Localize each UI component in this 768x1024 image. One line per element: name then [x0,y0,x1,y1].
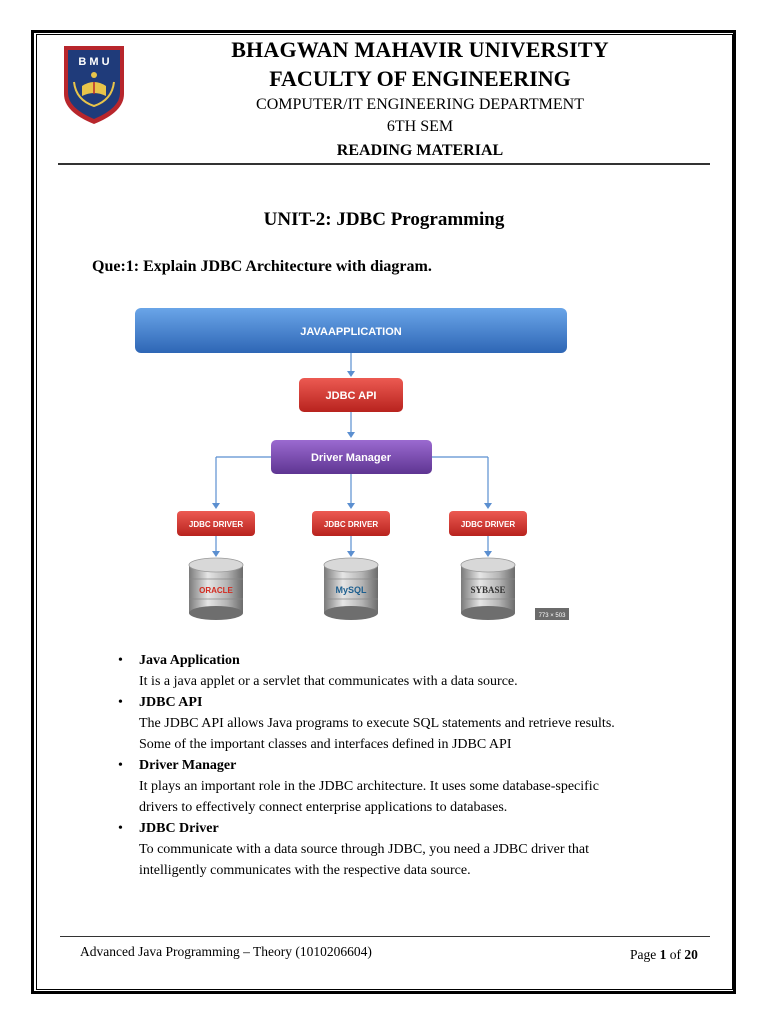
item-text: intelligently communicates with the respective data source. [139,863,471,878]
faculty-name: FACULTY OF ENGINEERING [269,66,571,91]
page-current: 1 [659,947,667,962]
item-text: It is a java applet or a servlet that communicates with a data source. [139,674,518,689]
item-text: To communicate with a data source through JDBC, you need a JDBC driver that [139,842,590,857]
image-size-badge-label: 773 × 503 [538,613,566,619]
definition-list [118,650,698,881]
list-item [118,755,698,818]
header-divider [58,163,710,165]
jdbc-architecture-diagram [130,303,570,623]
footer-divider [60,936,710,937]
jdbc-driver-label-1: JDBC DRIVER [188,520,244,529]
question-heading: Que:1: Explain JDBC Architecture with diagram. [92,258,432,275]
list-item [118,650,698,692]
bullet-icon: • [118,758,123,773]
database-sybase-label: SYBASE [470,585,506,595]
bullet-icon: • [118,695,123,710]
page-number [630,947,698,963]
item-text: It plays an important role in the JDBC architecture. It uses some database-specific [139,779,599,794]
java-application-label: JAVAAPPLICATION [300,326,402,338]
list-item [118,818,698,881]
university-name: BHAGWAN MAHAVIR UNIVERSITY [231,37,609,62]
bullet-icon: • [118,821,123,836]
database-oracle-label: ORACLE [199,586,233,595]
driver-manager-label: Driver Manager [310,452,392,464]
item-title: JDBC API [139,695,203,710]
item-title: Java Application [139,653,240,668]
department-name: COMPUTER/IT ENGINEERING DEPARTMENT [256,96,584,113]
course-name: Advanced Java Programming – Theory (1010206604) [80,944,372,959]
database-mysql-label: MySQL [335,585,367,595]
item-title: JDBC Driver [139,821,219,836]
jdbc-driver-label-2: JDBC DRIVER [323,520,379,529]
page-total: 20 [684,947,698,962]
list-item [118,692,698,755]
jdbc-api-label: JDBC API [325,390,377,402]
logo-text: B M U [78,56,110,68]
bullet-icon: • [118,653,123,668]
item-text: drivers to effectively connect enterprise applications to databases. [139,800,508,815]
item-text: The JDBC API allows Java programs to execute SQL statements and retrieve results. [139,716,615,731]
university-logo [60,42,128,126]
item-text: Some of the important classes and interfaces defined in JDBC API [139,737,512,752]
jdbc-driver-label-3: JDBC DRIVER [460,520,516,529]
item-title: Driver Manager [139,758,237,773]
material-type: READING MATERIAL [336,142,504,159]
unit-title: UNIT-2: JDBC Programming [263,209,505,230]
semester: 6TH SEM [386,118,454,135]
page-label: Page [630,947,657,962]
page-of: of [669,947,681,962]
